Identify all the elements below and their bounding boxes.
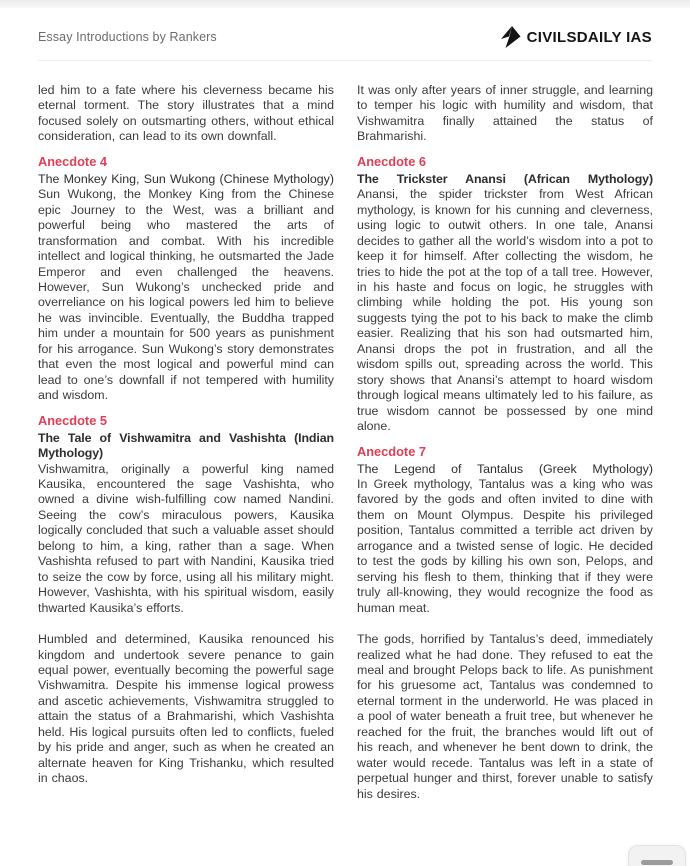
two-column-content [38, 83, 653, 802]
body-paragraph: Anansi, the spider trickster from West African mythology, is known for his cunning and cleverness, using logic to outwit others. In one tale, Anansi decides to gather all the world’s wisdom into a pot to keep it for himself. After collecting the wisdom, he tries to hide the pot at the top of a tall tree. However, in his haste and focus on logic, he struggles with climbing while holding the pot. His young son suggests tying the pot to his back to make the climb easier. Realizing that his son had outsmarted him, Anansi drops the pot in frustration, and all the wisdom spills out, spreading across the world. This story shows that Anansi’s attempt to hoard wisdom through logical means ultimately led to his failure, as true wisdom cannot be possessed by one mind alone. [357, 187, 653, 434]
body-paragraph: The gods, horrified by Tantalus’s deed, immediately realized what he had done. They refused to eat the meal and brought Pelops back to life. As punishment for his gruesome act, Tantalus was condemned to eternal torment in the underworld. He was placed in a pool of water beneath a fruit tree, but whenever he reached for the fruit, the branches would lift out of his reach, and whenever he bent down to drink, the water would recede. Tantalus was left in a state of perpetual hunger and thirst, forever unable to satisfy his desires. [357, 632, 653, 801]
story-title: The Tale of Vishwamitra and Vashishta (Indian Mythology) [38, 430, 334, 461]
body-paragraph: Vishwamitra, originally a powerful king named Kausika, encountered the sage Vashishta, who owned a divine wish-fulfilling cow named Nandini. Seeing the cow’s miraculous powers, Kausika logically concluded that such a valuable asset should belong to him, a king, rather than a sage. When Vashishta refused to part with Nandini, Kausika tried to seize the cow by force, using all his military might. However, Vashishta, with his spiritual wisdom, easily thwarted Kausika’s efforts. [38, 461, 334, 615]
anecdote-heading: Anecdote 4 [38, 153, 107, 169]
header-title: Essay Introductions by Rankers [38, 30, 217, 44]
story-title: The Monkey King, Sun Wukong (Chinese Mythology) [38, 171, 334, 186]
civilsdaily-bird-icon [501, 26, 521, 48]
body-paragraph: Humbled and determined, Kausika renounced his kingdom and undertook severe penance to gain equal power, eventually becoming the powerful sage Vishwamitra. Despite his immense logical prowess and ascetic achievements, Vishwamitra struggled to attain the status of a Brahmarishi, which Vashishta held. His logical pursuits often led to conflicts, fueled by his pride and anger, such as when he created an alternate heaven for King Trishanku, which resulted in chaos. [38, 632, 334, 786]
brand-logo [501, 26, 652, 48]
viewer-top-edge [0, 0, 690, 8]
scrollbar-handle-icon [641, 860, 673, 865]
anecdote-heading: Anecdote 5 [38, 412, 107, 428]
body-paragraph: Sun Wukong, the Monkey King from the Chinese epic Journey to the West, was a brilliant and powerful being who mastered the arts of transformation and combat. With his incredible intellect and logical thinking, he outsmarted the Jade Emperor and even challenged the heavens. However, Sun Wukong’s unchecked pride and overreliance on his logical powers led him to believe he was invincible. Eventually, the Buddha trapped him under a mountain for 500 years as punishment for his arrogance. Sun Wukong’s story demonstrates that even the most logical and powerful mind can lead to one’s downfall if not tempered with humility and wisdom. [38, 187, 334, 403]
anecdote-heading: Anecdote 7 [357, 443, 426, 459]
anecdote-heading: Anecdote 6 [357, 153, 426, 169]
page-header [38, 26, 652, 61]
body-paragraph: led him to a fate where his cleverness became his eternal torment. The story illustrates that a mind focused solely on outsmarting others, without ethical consideration, can lead to its own downfall. [38, 83, 334, 144]
story-title: The Trickster Anansi (African Mythology) [357, 171, 653, 186]
story-title: The Legend of Tantalus (Greek Mythology) [357, 461, 653, 476]
floating-scroll-button[interactable] [628, 845, 686, 866]
brand-name: CIVILSDAILY IAS [526, 28, 652, 46]
body-paragraph: In Greek mythology, Tantalus was a king who was favored by the gods and often invited to dine with them on Mount Olympus. Despite his privileged position, Tantalus committed a terrible act driven by arrogance and a twisted sense of logic. He decided to test the gods by killing his own son, Pelops, and serving his flesh to them, thinking that if they were truly all-knowing, they would recognize the food as human meat. [357, 476, 653, 615]
left-column [38, 83, 334, 802]
body-paragraph: It was only after years of inner struggle, and learning to temper his logic with humility and wisdom, that Vishwamitra finally attained the status of Brahmarishi. [357, 83, 653, 144]
right-column [357, 83, 653, 802]
